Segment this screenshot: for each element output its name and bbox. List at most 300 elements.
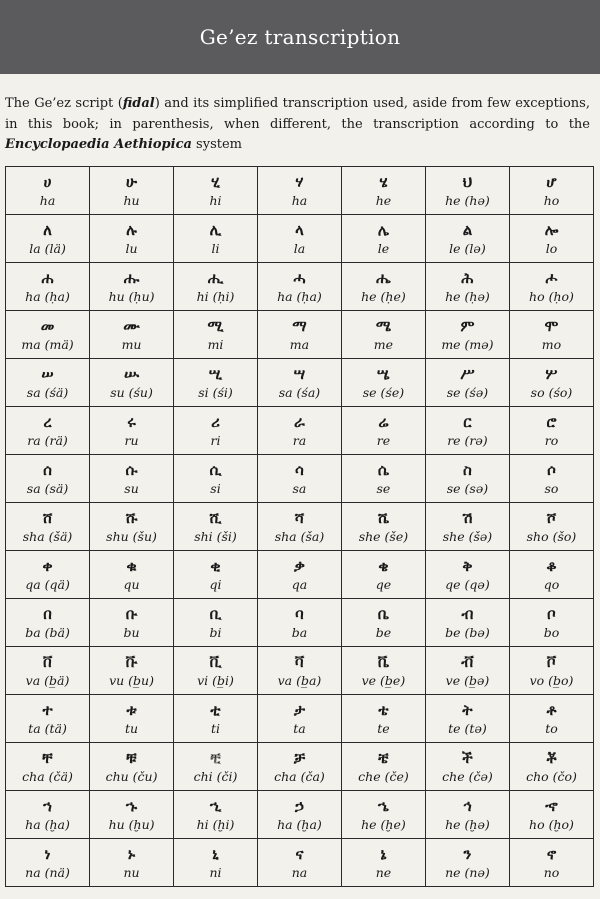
table-cell bbox=[425, 407, 509, 455]
transcription-text: ta (tä) bbox=[28, 720, 67, 736]
transcription-text: cha (čä) bbox=[22, 768, 73, 784]
transcription-text: qa bbox=[291, 576, 308, 592]
table-row bbox=[6, 167, 594, 215]
transcription-text: hi (ḫi) bbox=[196, 816, 235, 832]
table-cell bbox=[257, 695, 341, 743]
table-row bbox=[6, 215, 594, 263]
table-cell bbox=[425, 359, 509, 407]
fidal-glyph: ሸ bbox=[42, 508, 53, 527]
transcription-text: sa (sä) bbox=[26, 480, 69, 496]
transcription-text: sho (šo) bbox=[526, 528, 577, 544]
fidal-glyph: ቺ bbox=[210, 748, 221, 767]
table-cell bbox=[257, 263, 341, 311]
fidal-glyph: ረ bbox=[43, 412, 52, 431]
table-cell bbox=[6, 599, 90, 647]
fidal-glyph: ኑ bbox=[127, 844, 136, 863]
transcription-text: hu (ḥu) bbox=[108, 288, 155, 304]
table-cell bbox=[90, 743, 174, 791]
fidal-glyph: ሴ bbox=[377, 460, 390, 479]
table-cell bbox=[425, 647, 509, 695]
table-cell bbox=[425, 503, 509, 551]
fidal-glyph: ሳ bbox=[295, 460, 304, 479]
transcription-text: ma bbox=[289, 336, 310, 352]
table-cell bbox=[341, 263, 425, 311]
table-cell bbox=[6, 551, 90, 599]
fidal-glyph: ኃ bbox=[294, 796, 304, 815]
fidal-glyph: ር bbox=[463, 412, 472, 431]
fidal-glyph: ቼ bbox=[378, 748, 389, 767]
intro-encyclopaedia: Encyclopaedia Aethiopica bbox=[5, 137, 192, 152]
fidal-glyph: ሚ bbox=[207, 316, 224, 335]
intro-text-1: The Ge’ez script ( bbox=[5, 96, 123, 111]
transcription-text: qe (qə) bbox=[445, 576, 490, 592]
table-cell bbox=[90, 695, 174, 743]
fidal-glyph: ኖ bbox=[546, 844, 557, 863]
fidal-glyph: ኔ bbox=[380, 844, 387, 863]
transcription-text: bo bbox=[543, 624, 560, 640]
table-cell bbox=[341, 647, 425, 695]
fidal-glyph: ቅ bbox=[462, 556, 473, 575]
table-cell bbox=[174, 551, 258, 599]
fidal-glyph: መ bbox=[40, 316, 55, 335]
table-cell bbox=[6, 647, 90, 695]
transcription-text: si (śi) bbox=[198, 384, 233, 400]
fidal-glyph: ሻ bbox=[294, 508, 305, 527]
fidal-glyph: ኀ bbox=[43, 796, 52, 815]
fidal-glyph: ኂ bbox=[209, 796, 222, 815]
table-cell bbox=[6, 263, 90, 311]
transcription-text: ri bbox=[210, 432, 221, 448]
table-row bbox=[6, 599, 594, 647]
transcription-text: be bbox=[375, 624, 392, 640]
table-cell bbox=[174, 167, 258, 215]
transcription-text: bi bbox=[209, 624, 222, 640]
transcription-text: se (śə) bbox=[446, 384, 489, 400]
transcription-text: ni bbox=[209, 864, 222, 880]
intro-paragraph bbox=[5, 94, 590, 156]
transcription-text: nu bbox=[123, 864, 140, 880]
fidal-glyph: ሱ bbox=[125, 460, 138, 479]
fidal-glyph: ሂ bbox=[211, 172, 220, 191]
table-cell bbox=[509, 359, 593, 407]
transcription-text: lu bbox=[125, 240, 138, 256]
table-row bbox=[6, 263, 594, 311]
transcription-text: te (tə) bbox=[448, 720, 487, 736]
transcription-text: su (śu) bbox=[110, 384, 153, 400]
transcription-text: ne bbox=[375, 864, 392, 880]
transcription-text: su bbox=[124, 480, 139, 496]
table-cell bbox=[90, 263, 174, 311]
transcription-text: cha (ča) bbox=[274, 768, 325, 784]
page-title: Ge’ez transcription bbox=[199, 25, 401, 49]
fidal-glyph: ቄ bbox=[378, 556, 389, 575]
transcription-text: lo bbox=[545, 240, 558, 256]
transcription-text: ne (nə) bbox=[445, 864, 490, 880]
transcription-text: hi (ḥi) bbox=[196, 288, 235, 304]
table-cell bbox=[341, 311, 425, 359]
table-cell bbox=[257, 551, 341, 599]
transcription-text: che (če) bbox=[358, 768, 409, 784]
table-cell bbox=[90, 167, 174, 215]
transcription-text: li bbox=[211, 240, 220, 256]
table-cell bbox=[425, 599, 509, 647]
transcription-text: she (šə) bbox=[442, 528, 493, 544]
transcription-text: na bbox=[291, 864, 308, 880]
table-cell bbox=[425, 167, 509, 215]
table-cell bbox=[257, 647, 341, 695]
transcription-text: hu (ḫu) bbox=[108, 816, 155, 832]
table-cell bbox=[509, 455, 593, 503]
table-cell bbox=[90, 311, 174, 359]
transcription-text: ha (ḥa) bbox=[25, 288, 70, 304]
fidal-glyph: ቫ bbox=[294, 652, 305, 671]
fidal-glyph: ሎ bbox=[544, 220, 559, 239]
table-cell bbox=[257, 215, 341, 263]
transcription-table-wrap bbox=[5, 166, 594, 887]
fidal-glyph: ሑ bbox=[123, 268, 140, 287]
table-cell bbox=[6, 359, 90, 407]
table-cell bbox=[425, 263, 509, 311]
transcription-text: he (ḥə) bbox=[445, 288, 490, 304]
fidal-glyph: ሊ bbox=[209, 220, 222, 239]
fidal-glyph: ቩ bbox=[125, 652, 138, 671]
table-cell bbox=[257, 743, 341, 791]
table-cell bbox=[341, 599, 425, 647]
fidal-glyph: ቴ bbox=[378, 700, 389, 719]
table-cell bbox=[341, 407, 425, 455]
transcription-text: tu bbox=[125, 720, 139, 736]
fidal-glyph: ሃ bbox=[295, 172, 304, 191]
table-cell bbox=[174, 743, 258, 791]
transcription-text: ru bbox=[124, 432, 139, 448]
transcription-text: te bbox=[377, 720, 390, 736]
fidal-glyph: ሹ bbox=[125, 508, 138, 527]
fidal-glyph: ህ bbox=[462, 172, 473, 191]
transcription-text: se (sə) bbox=[446, 480, 489, 496]
table-cell bbox=[257, 839, 341, 887]
fidal-glyph: ሒ bbox=[207, 268, 224, 287]
fidal-glyph: ቡ bbox=[125, 604, 138, 623]
transcription-text: ti bbox=[210, 720, 220, 736]
fidal-glyph: ሣ bbox=[293, 364, 306, 383]
transcription-text: va (b̲ä) bbox=[25, 672, 70, 688]
transcription-text: sa (śa) bbox=[278, 384, 321, 400]
table-cell bbox=[341, 359, 425, 407]
table-cell bbox=[509, 311, 593, 359]
transcription-text: chu (ču) bbox=[105, 768, 158, 784]
table-cell bbox=[509, 599, 593, 647]
fidal-glyph: ቢ bbox=[209, 604, 222, 623]
transcription-text: qe bbox=[375, 576, 392, 592]
table-cell bbox=[174, 647, 258, 695]
table-cell bbox=[90, 359, 174, 407]
table-cell bbox=[425, 791, 509, 839]
table-cell bbox=[257, 503, 341, 551]
table-cell bbox=[341, 503, 425, 551]
table-cell bbox=[174, 359, 258, 407]
fidal-glyph: ሔ bbox=[376, 268, 391, 287]
transcription-text: qu bbox=[123, 576, 140, 592]
fidal-glyph: ሩ bbox=[127, 412, 136, 431]
table-cell bbox=[174, 215, 258, 263]
table-cell bbox=[174, 407, 258, 455]
fidal-glyph: ስ bbox=[463, 460, 472, 479]
table-cell bbox=[509, 551, 593, 599]
fidal-glyph: ቮ bbox=[546, 652, 557, 671]
fidal-glyph: ማ bbox=[292, 316, 307, 335]
transcription-text: mu bbox=[121, 336, 142, 352]
transcription-text: vo (b̲o) bbox=[529, 672, 574, 688]
transcription-text: la bbox=[293, 240, 306, 256]
table-row bbox=[6, 311, 594, 359]
table-cell bbox=[425, 215, 509, 263]
table-cell bbox=[90, 551, 174, 599]
transcription-text: ro bbox=[544, 432, 559, 448]
table-cell bbox=[174, 455, 258, 503]
transcription-text: hu bbox=[123, 192, 140, 208]
fidal-glyph: ቻ bbox=[293, 748, 306, 767]
table-cell bbox=[257, 311, 341, 359]
table-cell bbox=[425, 311, 509, 359]
table-row bbox=[6, 791, 594, 839]
table-cell bbox=[509, 791, 593, 839]
table-cell bbox=[509, 215, 593, 263]
fidal-glyph: ተ bbox=[42, 700, 53, 719]
table-cell bbox=[425, 839, 509, 887]
table-cell bbox=[6, 407, 90, 455]
transcription-text: vi (b̲i) bbox=[197, 672, 234, 688]
fidal-glyph: ሜ bbox=[375, 316, 392, 335]
transcription-text: qo bbox=[543, 576, 560, 592]
transcription-text: he bbox=[375, 192, 392, 208]
table-cell bbox=[425, 695, 509, 743]
table-cell bbox=[509, 263, 593, 311]
table-row bbox=[6, 551, 594, 599]
table-cell bbox=[341, 215, 425, 263]
table-row bbox=[6, 647, 594, 695]
fidal-glyph: ሶ bbox=[547, 460, 556, 479]
table-row bbox=[6, 695, 594, 743]
table-cell bbox=[6, 839, 90, 887]
table-cell bbox=[257, 167, 341, 215]
table-cell bbox=[90, 647, 174, 695]
transcription-text: ra (rä) bbox=[27, 432, 68, 448]
fidal-glyph: ሓ bbox=[293, 268, 306, 287]
table-cell bbox=[341, 551, 425, 599]
table-cell bbox=[90, 503, 174, 551]
fidal-glyph: ሼ bbox=[377, 508, 389, 527]
table-cell bbox=[257, 791, 341, 839]
transcription-text: ra bbox=[292, 432, 307, 448]
fidal-glyph: ቆ bbox=[546, 556, 557, 575]
fidal-glyph: ሆ bbox=[546, 172, 557, 191]
transcription-text: la (lä) bbox=[29, 240, 66, 256]
table-cell bbox=[509, 503, 593, 551]
fidal-glyph: ሐ bbox=[41, 268, 54, 287]
table-cell bbox=[341, 455, 425, 503]
fidal-glyph: ቀ bbox=[42, 556, 53, 575]
table-cell bbox=[174, 263, 258, 311]
fidal-glyph: ኅ bbox=[463, 796, 472, 815]
table-cell bbox=[509, 167, 593, 215]
fidal-glyph: ኁ bbox=[125, 796, 138, 815]
transcription-text: bu bbox=[123, 624, 140, 640]
fidal-glyph: ሲ bbox=[209, 460, 222, 479]
table-cell bbox=[257, 599, 341, 647]
fidal-glyph: ነ bbox=[44, 844, 51, 863]
fidal-glyph: ሖ bbox=[545, 268, 558, 287]
transcription-text: ta bbox=[293, 720, 306, 736]
table-cell bbox=[174, 311, 258, 359]
table-cell bbox=[90, 839, 174, 887]
transcription-text: ha (ḥa) bbox=[277, 288, 322, 304]
transcription-text: ha (ḫa) bbox=[277, 816, 322, 832]
transcription-text: me (mə) bbox=[441, 336, 494, 352]
fidal-glyph: ቤ bbox=[377, 604, 390, 623]
transcription-text: he (ḥe) bbox=[361, 288, 406, 304]
fidal-glyph: ቶ bbox=[546, 700, 557, 719]
fidal-glyph: ሕ bbox=[461, 268, 474, 287]
table-cell bbox=[174, 791, 258, 839]
fidal-glyph: ሥ bbox=[460, 364, 475, 383]
fidal-glyph: ቦ bbox=[547, 604, 556, 623]
transcription-text: che (čə) bbox=[442, 768, 493, 784]
table-row bbox=[6, 503, 594, 551]
fidal-glyph: ቬ bbox=[377, 652, 390, 671]
table-cell bbox=[6, 791, 90, 839]
transcription-text: si bbox=[210, 480, 221, 496]
transcription-text: ho (ḥo) bbox=[529, 288, 574, 304]
transcription-text: ha bbox=[291, 192, 308, 208]
table-cell bbox=[6, 743, 90, 791]
transcription-table bbox=[5, 166, 594, 887]
transcription-text: sa bbox=[292, 480, 307, 496]
fidal-glyph: ሪ bbox=[211, 412, 220, 431]
fidal-glyph: ት bbox=[462, 700, 473, 719]
table-cell bbox=[341, 695, 425, 743]
table-cell bbox=[6, 167, 90, 215]
transcription-table-body bbox=[6, 167, 594, 887]
fidal-glyph: ሢ bbox=[208, 364, 223, 383]
transcription-text: ho (ḫo) bbox=[529, 816, 574, 832]
table-row bbox=[6, 839, 594, 887]
table-cell bbox=[509, 407, 593, 455]
transcription-text: re bbox=[376, 432, 391, 448]
transcription-text: ba bbox=[291, 624, 308, 640]
transcription-text: to bbox=[545, 720, 558, 736]
table-cell bbox=[6, 503, 90, 551]
fidal-glyph: ታ bbox=[293, 700, 306, 719]
fidal-glyph: ቲ bbox=[210, 700, 221, 719]
intro-fidal: fidal bbox=[122, 96, 155, 111]
fidal-glyph: ቨ bbox=[42, 652, 53, 671]
table-row bbox=[6, 359, 594, 407]
transcription-text: ve (b̲ə) bbox=[445, 672, 490, 688]
table-cell bbox=[6, 215, 90, 263]
table-cell bbox=[425, 743, 509, 791]
table-cell bbox=[257, 455, 341, 503]
table-cell bbox=[174, 503, 258, 551]
fidal-glyph: ሉ bbox=[126, 220, 137, 239]
table-cell bbox=[257, 359, 341, 407]
transcription-text: she (še) bbox=[358, 528, 409, 544]
fidal-glyph: ሦ bbox=[545, 364, 558, 383]
table-cell bbox=[6, 695, 90, 743]
transcription-text: ha (ḫa) bbox=[25, 816, 70, 832]
fidal-glyph: ራ bbox=[294, 412, 305, 431]
table-cell bbox=[174, 695, 258, 743]
fidal-glyph: ቪ bbox=[209, 652, 222, 671]
transcription-text: mo bbox=[541, 336, 562, 352]
transcription-text: he (ḫe) bbox=[361, 816, 406, 832]
transcription-text: hi bbox=[209, 192, 222, 208]
fidal-glyph: ኆ bbox=[545, 796, 558, 815]
table-cell bbox=[341, 743, 425, 791]
table-cell bbox=[90, 791, 174, 839]
fidal-glyph: ሺ bbox=[209, 508, 222, 527]
transcription-text: chi (či) bbox=[193, 768, 238, 784]
transcription-text: se bbox=[376, 480, 391, 496]
transcription-text: ho bbox=[543, 192, 560, 208]
fidal-glyph: ቭ bbox=[461, 652, 474, 671]
transcription-text: shu (šu) bbox=[106, 528, 157, 544]
fidal-glyph: ሾ bbox=[546, 508, 557, 527]
fidal-glyph: ኒ bbox=[212, 844, 219, 863]
transcription-text: ha bbox=[39, 192, 56, 208]
transcription-text: be (bə) bbox=[445, 624, 490, 640]
table-cell bbox=[341, 839, 425, 887]
table-cell bbox=[90, 215, 174, 263]
intro-text-3: system bbox=[191, 137, 242, 152]
fidal-glyph: ሌ bbox=[377, 220, 389, 239]
fidal-glyph: ሤ bbox=[377, 364, 390, 383]
fidal-glyph: ሠ bbox=[41, 364, 54, 383]
fidal-glyph: ባ bbox=[295, 604, 304, 623]
transcription-text: qi bbox=[209, 576, 222, 592]
fidal-glyph: ሁ bbox=[126, 172, 138, 191]
transcription-text: qa (qä) bbox=[25, 576, 70, 592]
transcription-text: vu (b̲u) bbox=[109, 672, 154, 688]
fidal-glyph: ን bbox=[463, 844, 472, 863]
transcription-text: so (śo) bbox=[530, 384, 573, 400]
table-cell bbox=[90, 455, 174, 503]
table-row bbox=[6, 407, 594, 455]
transcription-text: sa (śä) bbox=[26, 384, 69, 400]
table-cell bbox=[174, 599, 258, 647]
table-cell bbox=[90, 407, 174, 455]
transcription-text: le bbox=[377, 240, 390, 256]
fidal-glyph: ል bbox=[462, 220, 473, 239]
fidal-glyph: ቂ bbox=[210, 556, 221, 575]
fidal-glyph: ቱ bbox=[126, 700, 137, 719]
transcription-text: no bbox=[543, 864, 560, 880]
fidal-glyph: ም bbox=[460, 316, 475, 335]
transcription-text: shi (ši) bbox=[194, 528, 237, 544]
transcription-text: cho (čo) bbox=[526, 768, 577, 784]
table-cell bbox=[425, 551, 509, 599]
transcription-text: he (hə) bbox=[445, 192, 490, 208]
table-cell bbox=[341, 167, 425, 215]
table-cell bbox=[509, 695, 593, 743]
intro-text-2: ) and its simplified transcription used, aside from few exceptions, in this book; in parenthesis, when different, the transcription according to the bbox=[5, 96, 590, 132]
table-cell bbox=[509, 647, 593, 695]
fidal-glyph: ቾ bbox=[546, 748, 557, 767]
table-cell bbox=[174, 839, 258, 887]
fidal-glyph: ሙ bbox=[123, 316, 140, 335]
fidal-glyph: ብ bbox=[461, 604, 474, 623]
fidal-glyph: ሄ bbox=[379, 172, 388, 191]
fidal-glyph: ሽ bbox=[462, 508, 473, 527]
